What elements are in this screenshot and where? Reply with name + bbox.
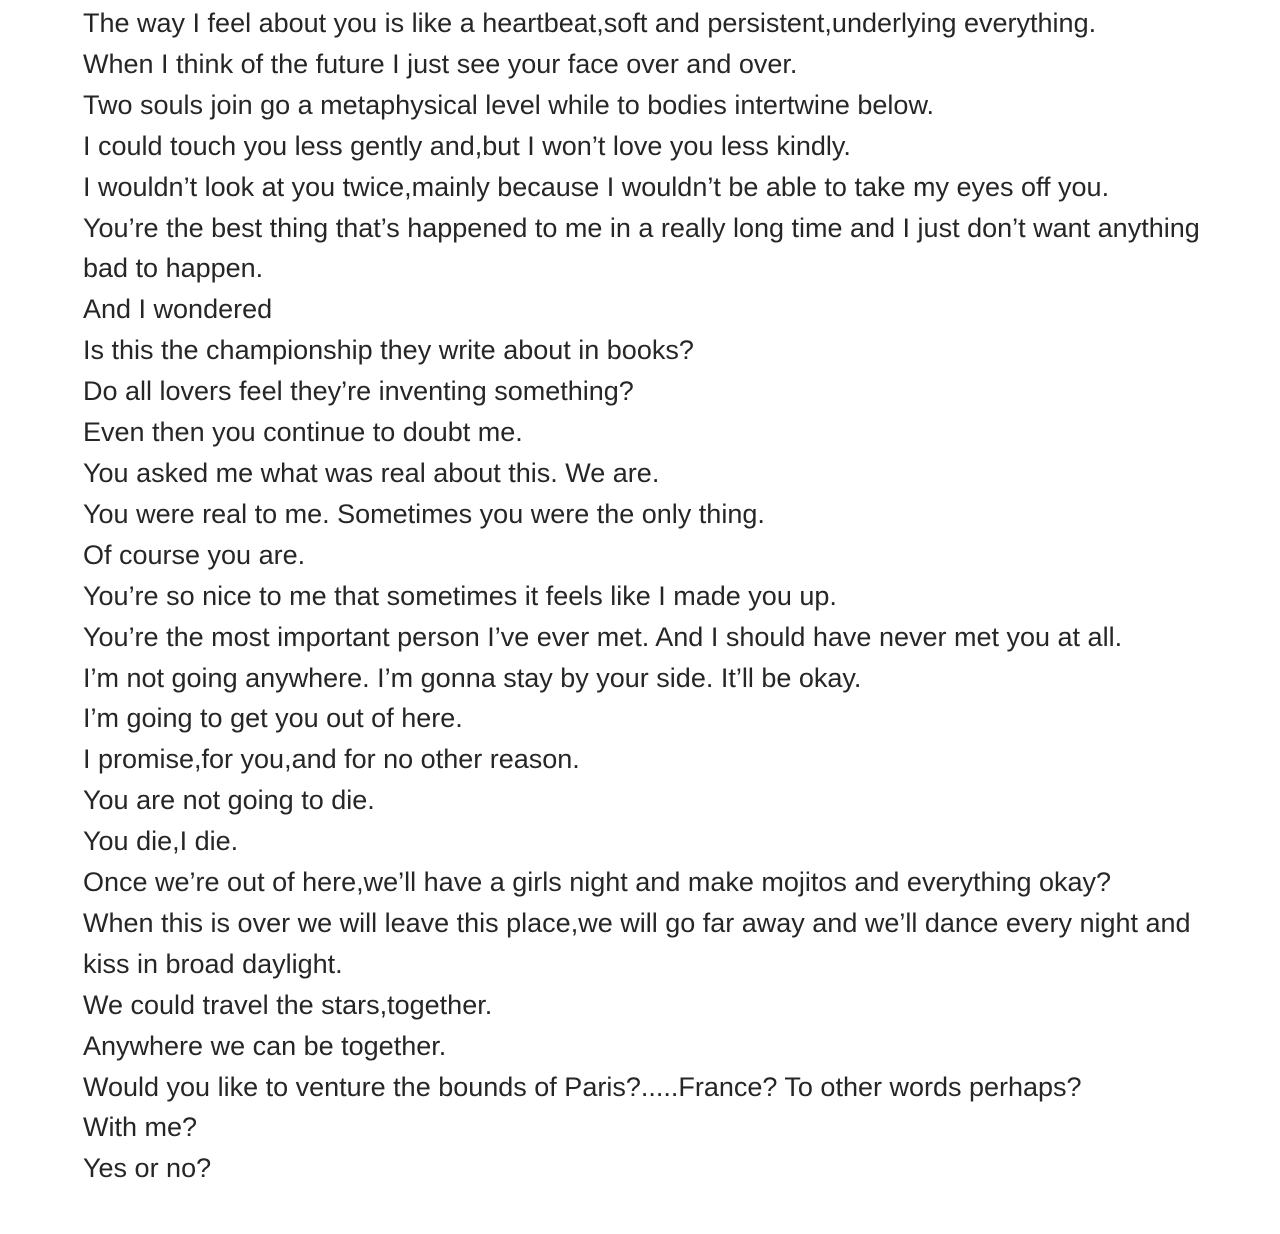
note-line-7: And I wondered (83, 294, 273, 325)
note-line-19: You are not going to die. (83, 785, 375, 816)
note-line-10: Even then you continue to doubt me. (83, 417, 523, 448)
note-line-9: Do all lovers feel they’re inventing something? (83, 376, 634, 407)
note-line-3: Two souls join go a metaphysical level while to bodies intertwine below. (83, 89, 934, 120)
note-line-14: You’re so nice to me that sometimes it feels like I made you up. (83, 580, 837, 611)
note-line-22: When this is over we will leave this place,we will go far away and we’ll dance every night and kiss in broad daylight. (83, 907, 1191, 979)
note-line-21: Once we’re out of here,we’ll have a girls night and make mojitos and everything okay? (83, 867, 1112, 898)
note-line-15: You’re the most important person I’ve ever met. And I should have never met you at all. (83, 621, 1123, 652)
note-line-5: I wouldn’t look at you twice,mainly because I wouldn’t be able to take my eyes off you. (83, 171, 1110, 202)
note-line-24: Anywhere we can be together. (83, 1030, 447, 1061)
note-line-2: When I think of the future I just see your face over and over. (83, 48, 798, 79)
note-line-11: You asked me what was real about this. We are. (83, 457, 660, 488)
note-line-13: Of course you are. (83, 539, 306, 570)
note-line-1: The way I feel about you is like a heartbeat,soft and persistent,underlying everything. (83, 8, 1097, 38)
note-line-16: I’m not going anywhere. I’m gonna stay by your side. It’ll be okay. (83, 662, 862, 693)
note-line-27: Yes or no? (83, 1153, 212, 1184)
note-line-6: You’re the best thing that’s happened to me in a really long time and I just don’t want anything bad to happen. (83, 212, 1200, 284)
note-line-12: You were real to me. Sometimes you were the only thing. (83, 498, 765, 529)
note-line-25: Would you like to venture the bounds of Paris?.....France? To other words perhaps? (83, 1071, 1082, 1102)
note-body[interactable] (83, 3, 1233, 1189)
note-line-23: We could travel the stars,together. (83, 989, 493, 1020)
note-line-8: Is this the championship they write about in books? (83, 335, 694, 366)
note-line-4: I could touch you less gently and,but I won’t love you less kindly. (83, 130, 851, 161)
note-line-17: I’m going to get you out of here. (83, 703, 463, 734)
note-line-20: You die,I die. (83, 826, 239, 857)
note-line-18: I promise,for you,and for no other reason. (83, 744, 580, 775)
note-line-26: With me? (83, 1112, 198, 1143)
